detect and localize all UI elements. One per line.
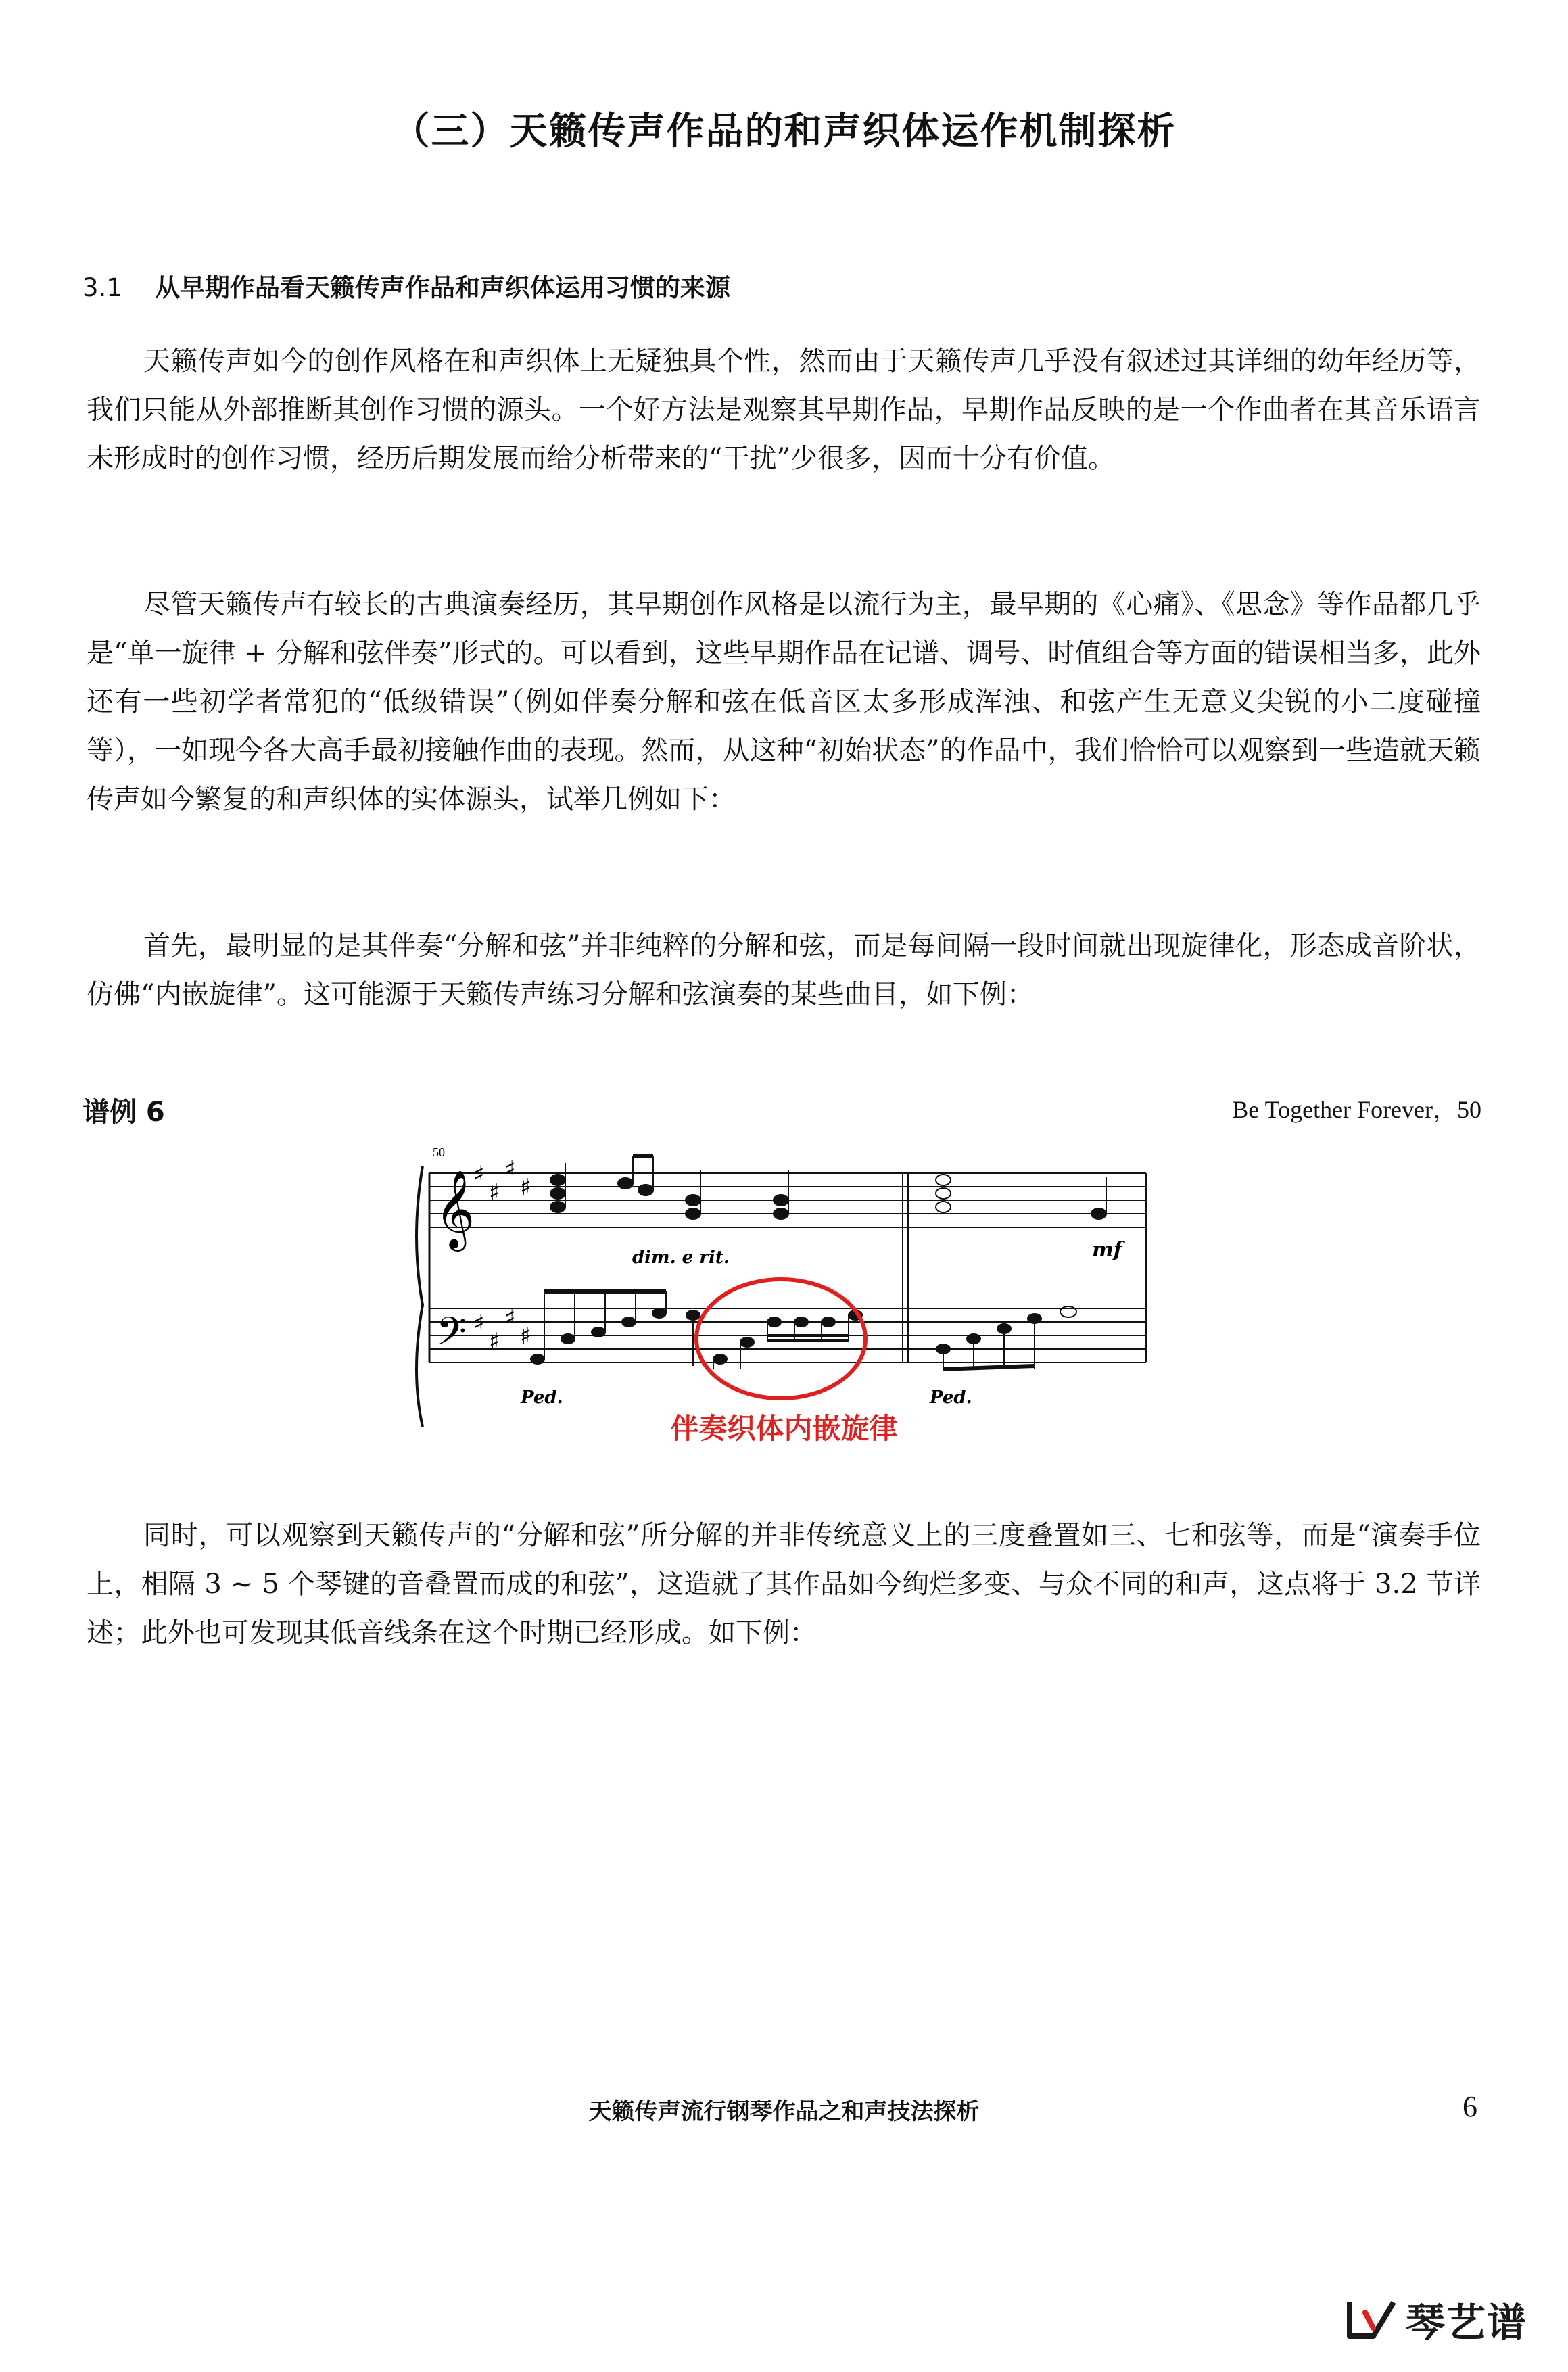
svg-text:♯: ♯ — [489, 1179, 500, 1206]
paragraph-4: 同时，可以观察到天籁传声的“分解和弦”所分解的并非传统意义上的三度叠置如三、七和弦等，而是“演奏手位上，相隔 3 ~ 5 个琴键的音叠置而成的和弦”，这造就了其作品如今绚烂多变、与众不同的和声，这点将于 3.2 节详述；此外也可发现其低音线条在这个时期已经形成。如下例： — [87, 1520, 1481, 1648]
piano-logo-icon — [1346, 2296, 1400, 2343]
pedal-mark-1: Ped. — [521, 1387, 563, 1408]
measure-number: 50 — [433, 1145, 445, 1159]
example-source: Be Together Forever，50 — [1232, 1096, 1481, 1123]
page-title: （三）天籁传声作品的和声织体运作机制探析 — [391, 110, 1177, 153]
dynamic-dim-e-rit: dim. e rit. — [632, 1248, 730, 1268]
svg-text:♯: ♯ — [473, 1161, 485, 1188]
pedal-mark-2: Ped. — [930, 1387, 972, 1408]
treble-notes — [550, 1156, 1106, 1219]
svg-text:♯: ♯ — [504, 1156, 516, 1183]
treble-clef-icon: 𝄞 — [435, 1169, 475, 1248]
page-number: 6 — [1463, 2090, 1477, 2123]
bass-notes — [531, 1291, 1076, 1369]
paragraph-1: 天籁传声如今的创作风格在和声织体上无疑独具个性，然而由于天籁传声几乎没有叙述过其详细的幼年经历等，我们只能从外部推断其创作习惯的源头。一个好方法是观察其早期作品，早期作品反映的是一个作曲者在其音乐语言未形成时的创作习惯，经历后期发展而给分析带来的“干扰”少很多，因而十分有价值。 — [87, 346, 1481, 474]
logo-text: 琴艺谱 — [1405, 2300, 1527, 2346]
svg-text:♯: ♯ — [504, 1304, 516, 1331]
svg-text:♯: ♯ — [473, 1310, 485, 1337]
footer-title: 天籁传声流行钢琴作品之和声技法探析 — [588, 2098, 980, 2125]
system-brace — [417, 1166, 423, 1427]
svg-text:♯: ♯ — [489, 1328, 500, 1355]
paragraph-3: 首先，最明显的是其伴奏“分解和弦”并非纯粹的分解和弦，而是每间隔一段时间就出现旋律化，形态成音阶状，仿佛“内嵌旋律”。这可能源于天籁传声练习分解和弦演奏的某些曲目，如下例： — [87, 930, 1481, 1010]
section-heading-text: 从早期作品看天籁传声作品和声织体运用习惯的来源 — [154, 273, 730, 302]
dynamic-mf: mf — [1092, 1238, 1122, 1262]
site-logo — [1346, 2292, 1527, 2346]
key-signature-sharps-icon — [473, 1156, 531, 1355]
paragraph-2: 尽管天籁传声有较长的古典演奏经历，其早期创作风格是以流行为主，最早期的《心痛》、《思念》等作品都几乎是“单一旋律 + 分解和弦伴奏”形式的。可以看到，这些早期作品在记谱、调号、时值组合等方面的错误相当多，此外还有一些初学者常犯的“低级错误”（例如伴奏分解和弦在低音区太多形成浑浊、和弦产生无意义尖锐的小二度碰撞等），一如现今各大高手最初接触作曲的表现。然而，从这种“初始状态”的作品中，我们恰恰可以观察到一些造就天籁传声如今繁复的和声织体的实体源头，试举几例如下： — [87, 589, 1481, 815]
section-heading — [82, 267, 730, 304]
svg-text:♯: ♯ — [520, 1323, 531, 1350]
example-label: 谱例 6 — [82, 1097, 165, 1128]
section-number: 3.1 — [82, 273, 122, 302]
bass-clef-icon: 𝄢 — [436, 1308, 467, 1364]
score-caption: 伴奏织体内嵌旋律 — [670, 1412, 898, 1445]
svg-text:♯: ♯ — [520, 1174, 531, 1201]
